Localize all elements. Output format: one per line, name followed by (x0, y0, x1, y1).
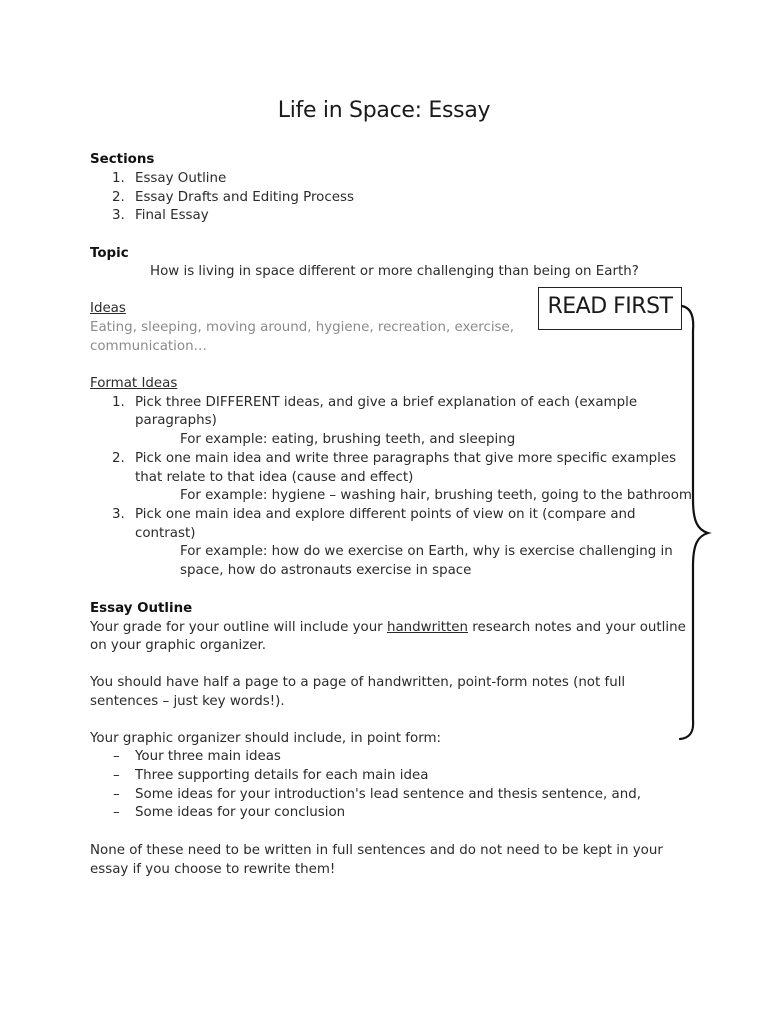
format-num-3: 3. (112, 507, 125, 522)
outline-paragraph-2-line-1: You should have half a page to a page of handwritten, point-form notes (not full (90, 675, 626, 690)
format-item-1-example: For example: eating, brushing teeth, and sleeping (180, 432, 516, 447)
format-item-2-line-2: that relate to that idea (cause and effect) (135, 470, 414, 485)
format-ideas-heading: Format Ideas (90, 376, 178, 391)
format-item-2-line-1: Pick one main idea and write three paragraphs that give more specific examples (135, 451, 677, 466)
outline-paragraph-1-line-2: on your graphic organizer. (90, 638, 267, 653)
essay-outline-heading: Essay Outline (90, 601, 193, 616)
bullet-marker-4: – (113, 805, 120, 820)
sections-item-2: Essay Drafts and Editing Process (135, 190, 354, 205)
bullet-marker-3: – (113, 787, 120, 802)
format-item-3-line-2: contrast) (135, 526, 196, 541)
ideas-heading: Ideas (90, 301, 126, 316)
outline-paragraph-4-line-2: essay if you choose to rewrite them! (90, 862, 336, 877)
sections-item-3: Final Essay (135, 208, 209, 223)
topic-heading: Topic (90, 246, 129, 261)
topic-question: How is living in space different or more challenging than being on Earth? (150, 264, 639, 279)
sections-heading: Sections (90, 152, 155, 167)
read-first-label: READ FIRST (547, 294, 673, 319)
format-item-3-example-line-2: space, how do astronauts exercise in space (180, 563, 472, 578)
sections-item-1: Essay Outline (135, 171, 227, 186)
read-first-box (538, 287, 682, 330)
format-num-1: 1. (112, 395, 125, 410)
page-title: Life in Space: Essay (277, 98, 491, 123)
format-num-2: 2. (112, 451, 125, 466)
outline-bullet-3: Some ideas for your introduction's lead sentence and thesis sentence, and, (135, 787, 641, 802)
outline-paragraph-2-line-2: sentences – just key words!). (90, 694, 285, 709)
curly-brace-icon (672, 300, 714, 745)
outline-paragraph-4-line-1: None of these need to be written in full sentences and do not need to be kept in your (90, 843, 663, 858)
ideas-line-1: Eating, sleeping, moving around, hygiene, recreation, exercise, (90, 320, 515, 335)
bullet-marker-1: – (113, 749, 120, 764)
outline-paragraph-3-intro: Your graphic organizer should include, in point form: (90, 731, 442, 746)
outline-bullet-2: Three supporting details for each main idea (135, 768, 429, 783)
outline-bullet-4: Some ideas for your conclusion (135, 805, 346, 820)
format-item-3-line-1: Pick one main idea and explore different points of view on it (compare and (135, 507, 636, 522)
sections-num-2: 2. (112, 190, 125, 205)
format-item-3-example-line-1: For example: how do we exercise on Earth, why is exercise challenging in (180, 544, 673, 559)
format-item-1-line-1: Pick three DIFFERENT ideas, and give a brief explanation of each (example (135, 395, 638, 410)
format-item-2-example: For example: hygiene – washing hair, brushing teeth, going to the bathroom (180, 488, 692, 503)
outline-bullet-1: Your three main ideas (135, 749, 281, 764)
bullet-marker-2: – (113, 768, 120, 783)
handwritten-underlined: handwritten (386, 620, 469, 635)
outline-paragraph-1-line-1: Your grade for your outline will include your handwritten research notes and your outline (90, 620, 686, 635)
ideas-line-2: communication… (90, 339, 207, 354)
sections-num-1: 1. (112, 171, 125, 186)
format-item-1-line-2: paragraphs) (135, 413, 217, 428)
sections-num-3: 3. (112, 208, 125, 223)
